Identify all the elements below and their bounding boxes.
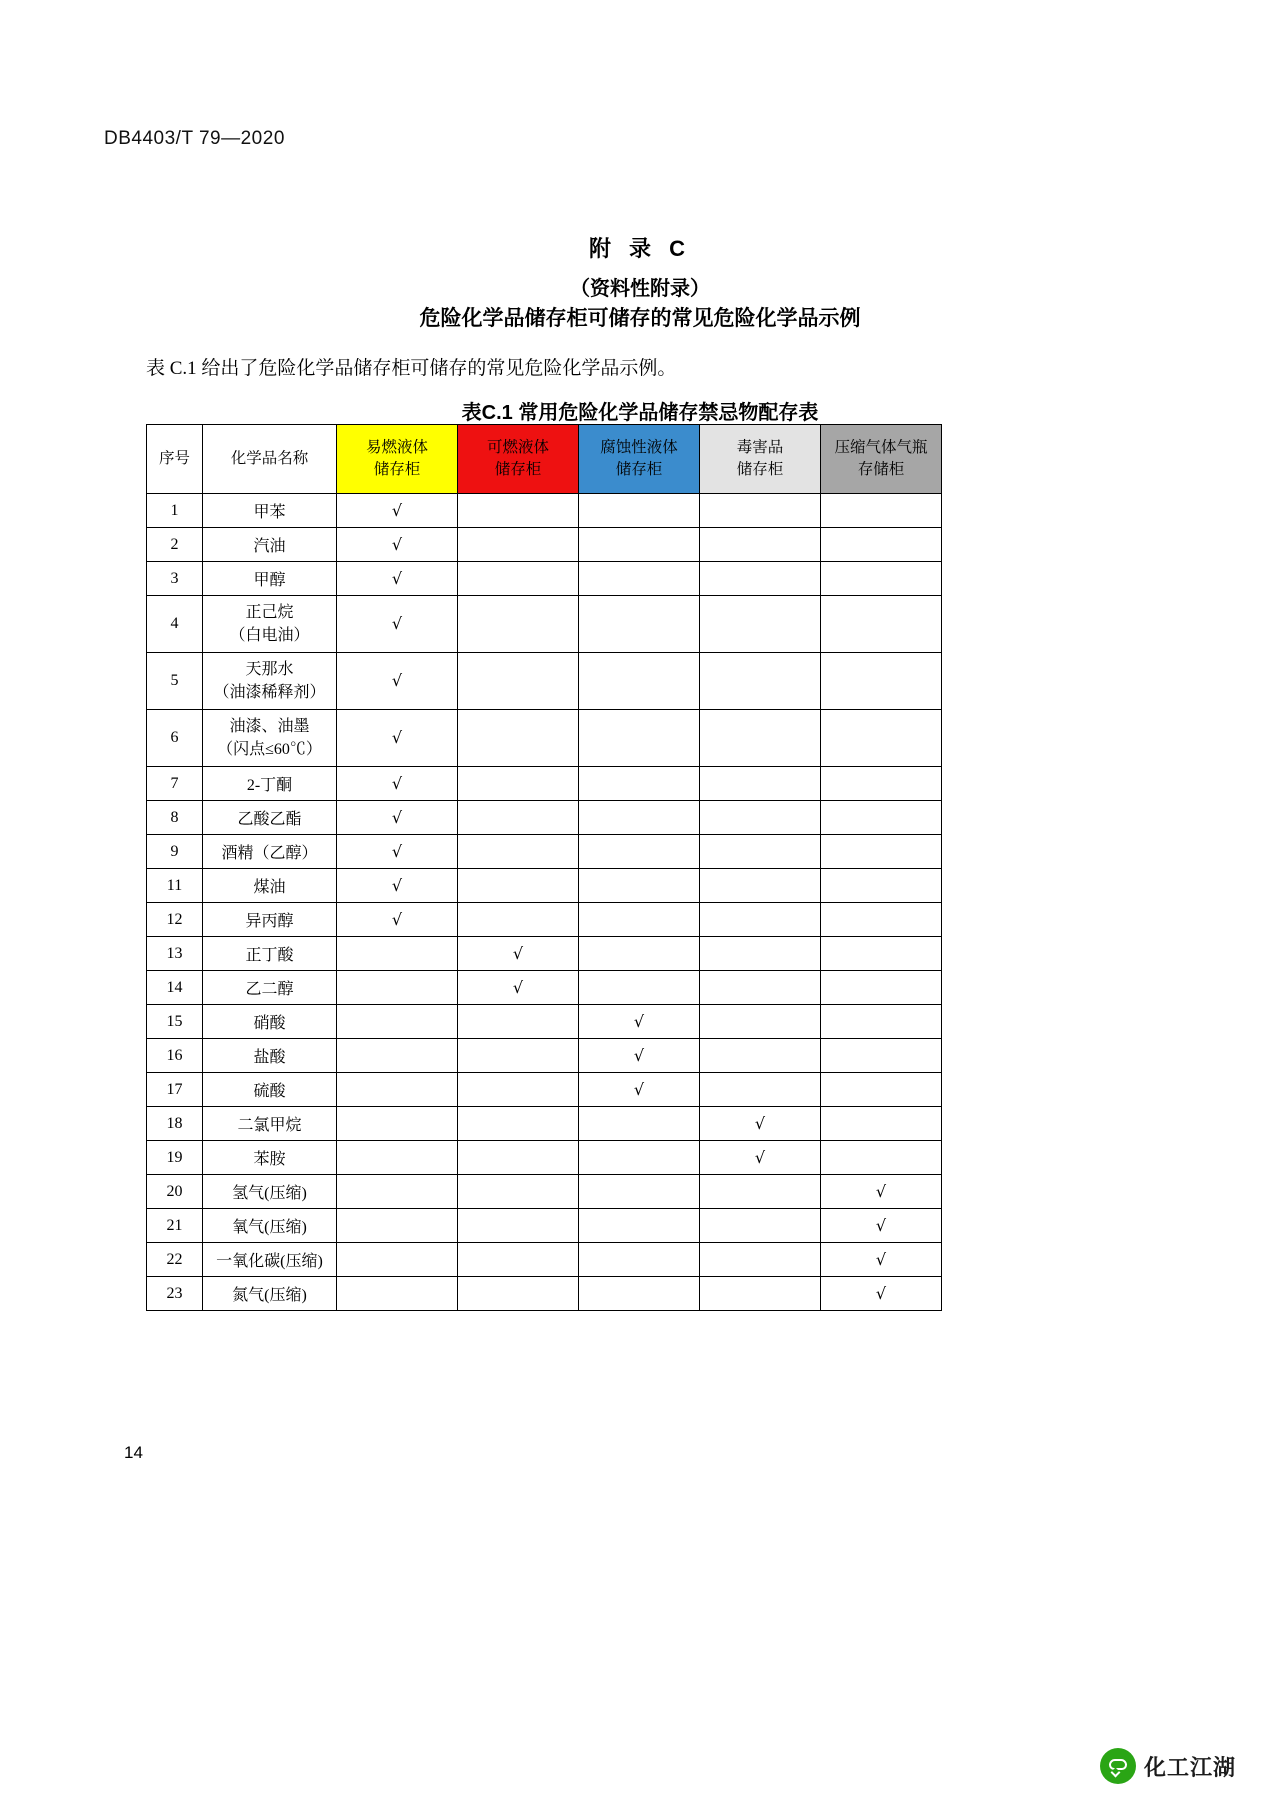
- chemical-name-line1: 正己烷: [245, 603, 294, 621]
- storage-cell-flammable-liquid: [337, 494, 458, 528]
- chemical-name-cell: [203, 710, 337, 767]
- chemical-name-line1: 油漆、油墨: [229, 717, 310, 735]
- chemical-name-cell: 甲苯: [203, 494, 337, 528]
- row-index-cell: 6: [147, 710, 203, 767]
- row-index-cell: 12: [147, 903, 203, 937]
- watermark: [1100, 1748, 1236, 1784]
- table-body: [147, 494, 942, 1311]
- check-icon: √: [633, 1011, 645, 1031]
- storage-cell-compressed-gas: [821, 710, 942, 767]
- header-cell-corrosive-liquid: [579, 425, 700, 494]
- storage-cell-toxic: [700, 1243, 821, 1277]
- row-index-cell: 14: [147, 971, 203, 1005]
- storage-cell-toxic: [700, 801, 821, 835]
- header-label-line1: 毒害品: [736, 438, 784, 456]
- chemical-name-cell: 煤油: [203, 869, 337, 903]
- storage-cell-corrosive-liquid: [579, 1107, 700, 1141]
- table-row: [147, 562, 942, 596]
- storage-cell-corrosive-liquid: [579, 767, 700, 801]
- header-label: 化学品名称: [230, 449, 309, 467]
- storage-cell-combustible-liquid: [458, 767, 579, 801]
- header-cell-compressed-gas: [821, 425, 942, 494]
- check-icon: √: [754, 1147, 766, 1167]
- storage-cell-corrosive-liquid: [579, 869, 700, 903]
- appendix-title: 附 录 C: [588, 236, 692, 261]
- storage-cell-compressed-gas: [821, 562, 942, 596]
- storage-cell-toxic: [700, 903, 821, 937]
- storage-cell-combustible-liquid: [458, 1277, 579, 1311]
- row-index-cell: 17: [147, 1073, 203, 1107]
- header-cell-flammable-liquid: [337, 425, 458, 494]
- storage-cell-toxic: [700, 1005, 821, 1039]
- storage-cell-flammable-liquid: [337, 653, 458, 710]
- table-caption: 表C.1 常用危险化学品储存禁忌物配存表: [461, 402, 819, 424]
- chemical-name-cell: 苯胺: [203, 1141, 337, 1175]
- row-index-cell: 1: [147, 494, 203, 528]
- check-icon: √: [391, 841, 403, 861]
- chemical-name-cell: 氧气(压缩): [203, 1209, 337, 1243]
- chemical-name-cell: 盐酸: [203, 1039, 337, 1073]
- header-label-line2: 储存柜: [615, 461, 663, 478]
- chemical-name-cell: 乙二醇: [203, 971, 337, 1005]
- row-index-cell: 2: [147, 528, 203, 562]
- table-row: [147, 869, 942, 903]
- table-row: [147, 1209, 942, 1243]
- table-row: [147, 1073, 942, 1107]
- chemical-name-cell: 硫酸: [203, 1073, 337, 1107]
- storage-cell-corrosive-liquid: [579, 1141, 700, 1175]
- table-header: [147, 425, 942, 494]
- page-number: 14: [124, 1443, 143, 1462]
- table-row: [147, 801, 942, 835]
- table-row: [147, 1039, 942, 1073]
- table-row: [147, 937, 942, 971]
- storage-cell-combustible-liquid: [458, 1107, 579, 1141]
- chemical-name-line1: 天那水: [245, 660, 294, 678]
- storage-cell-combustible-liquid: [458, 1039, 579, 1073]
- storage-cell-corrosive-liquid: [579, 835, 700, 869]
- storage-cell-compressed-gas: [821, 494, 942, 528]
- storage-cell-toxic: [700, 835, 821, 869]
- storage-cell-compressed-gas: [821, 801, 942, 835]
- row-index-cell: 8: [147, 801, 203, 835]
- storage-cell-flammable-liquid: [337, 1209, 458, 1243]
- storage-cell-corrosive-liquid: [579, 562, 700, 596]
- row-index-cell: 20: [147, 1175, 203, 1209]
- storage-cell-compressed-gas: [821, 835, 942, 869]
- storage-cell-compressed-gas: [821, 1005, 942, 1039]
- storage-cell-combustible-liquid: [458, 528, 579, 562]
- storage-cell-flammable-liquid: [337, 971, 458, 1005]
- storage-cell-toxic: [700, 1107, 821, 1141]
- table-row: [147, 1141, 942, 1175]
- storage-cell-corrosive-liquid: [579, 801, 700, 835]
- chemical-name-cell: 氢气(压缩): [203, 1175, 337, 1209]
- row-index-cell: 3: [147, 562, 203, 596]
- header-label-line2: 存储柜: [857, 461, 905, 478]
- wechat-icon: [1100, 1748, 1136, 1784]
- storage-cell-compressed-gas: [821, 1277, 942, 1311]
- storage-cell-corrosive-liquid: [579, 971, 700, 1005]
- storage-cell-combustible-liquid: [458, 1243, 579, 1277]
- storage-cell-flammable-liquid: [337, 937, 458, 971]
- storage-cell-toxic: [700, 971, 821, 1005]
- check-icon: √: [391, 568, 403, 588]
- row-index-cell: 5: [147, 653, 203, 710]
- table-row: [147, 1243, 942, 1277]
- row-index-cell: 15: [147, 1005, 203, 1039]
- storage-cell-flammable-liquid: [337, 835, 458, 869]
- header-cell-toxic: [700, 425, 821, 494]
- storage-cell-corrosive-liquid: [579, 653, 700, 710]
- chemical-name-line2: （油漆稀释剂）: [213, 684, 326, 701]
- appendix-subtitle: （资料性附录）: [570, 278, 710, 300]
- table-row: [147, 903, 942, 937]
- chemical-name-cell: 酒精（乙醇）: [203, 835, 337, 869]
- check-icon: √: [875, 1249, 887, 1269]
- storage-cell-corrosive-liquid: [579, 937, 700, 971]
- storage-cell-compressed-gas: [821, 1141, 942, 1175]
- storage-cell-toxic: [700, 528, 821, 562]
- header-label-line1: 压缩气体气瓶: [834, 438, 928, 456]
- row-index-cell: 7: [147, 767, 203, 801]
- storage-cell-compressed-gas: [821, 869, 942, 903]
- storage-cell-corrosive-liquid: [579, 596, 700, 653]
- storage-cell-flammable-liquid: [337, 869, 458, 903]
- intro-paragraph: 表 C.1 给出了危险化学品储存柜可储存的常见危险化学品示例。: [146, 358, 677, 379]
- chemical-name-line2: （闪点≤60℃）: [217, 741, 322, 758]
- check-icon: √: [391, 728, 403, 747]
- table-row: [147, 710, 942, 767]
- storage-cell-combustible-liquid: [458, 1175, 579, 1209]
- row-index-cell: 18: [147, 1107, 203, 1141]
- storage-cell-compressed-gas: [821, 971, 942, 1005]
- check-icon: √: [391, 614, 403, 633]
- storage-cell-flammable-liquid: [337, 767, 458, 801]
- storage-cell-toxic: [700, 1209, 821, 1243]
- storage-cell-combustible-liquid: [458, 835, 579, 869]
- table-row: [147, 528, 942, 562]
- storage-cell-toxic: [700, 1175, 821, 1209]
- check-icon: √: [391, 671, 403, 690]
- storage-cell-corrosive-liquid: [579, 1073, 700, 1107]
- storage-cell-corrosive-liquid: [579, 494, 700, 528]
- table-row: [147, 1277, 942, 1311]
- storage-cell-corrosive-liquid: [579, 710, 700, 767]
- storage-cell-compressed-gas: [821, 937, 942, 971]
- storage-cell-toxic: [700, 1141, 821, 1175]
- header-label: 序号: [158, 449, 190, 467]
- check-icon: √: [875, 1215, 887, 1235]
- check-icon: √: [391, 773, 403, 793]
- storage-cell-flammable-liquid: [337, 710, 458, 767]
- row-index-cell: 22: [147, 1243, 203, 1277]
- chemical-storage-table: [146, 424, 942, 1311]
- check-icon: √: [391, 534, 403, 554]
- storage-cell-combustible-liquid: [458, 1209, 579, 1243]
- storage-cell-toxic: [700, 1277, 821, 1311]
- storage-cell-toxic: [700, 1039, 821, 1073]
- storage-cell-corrosive-liquid: [579, 903, 700, 937]
- header-cell-combustible-liquid: [458, 425, 579, 494]
- storage-cell-combustible-liquid: [458, 937, 579, 971]
- storage-cell-corrosive-liquid: [579, 528, 700, 562]
- storage-cell-combustible-liquid: [458, 801, 579, 835]
- chemical-name-cell: 乙酸乙酯: [203, 801, 337, 835]
- storage-cell-compressed-gas: [821, 596, 942, 653]
- header-label-line1: 易燃液体: [365, 438, 428, 456]
- table-row: [147, 1107, 942, 1141]
- check-icon: √: [512, 977, 524, 997]
- watermark-label: 化工江湖: [1143, 1754, 1236, 1780]
- storage-cell-flammable-liquid: [337, 1005, 458, 1039]
- storage-cell-combustible-liquid: [458, 971, 579, 1005]
- chemical-name-cell: 氮气(压缩): [203, 1277, 337, 1311]
- storage-cell-flammable-liquid: [337, 1175, 458, 1209]
- chemical-name-cell: 二氯甲烷: [203, 1107, 337, 1141]
- storage-cell-compressed-gas: [821, 1209, 942, 1243]
- storage-cell-toxic: [700, 869, 821, 903]
- check-icon: √: [512, 943, 524, 963]
- storage-cell-flammable-liquid: [337, 1141, 458, 1175]
- table-row: [147, 494, 942, 528]
- table-row: [147, 1005, 942, 1039]
- storage-cell-combustible-liquid: [458, 653, 579, 710]
- storage-cell-flammable-liquid: [337, 562, 458, 596]
- storage-cell-corrosive-liquid: [579, 1039, 700, 1073]
- storage-cell-flammable-liquid: [337, 1107, 458, 1141]
- row-index-cell: 16: [147, 1039, 203, 1073]
- storage-cell-compressed-gas: [821, 767, 942, 801]
- check-icon: √: [875, 1283, 887, 1303]
- storage-cell-toxic: [700, 494, 821, 528]
- storage-cell-flammable-liquid: [337, 528, 458, 562]
- chemical-name-cell: 一氧化碳(压缩): [203, 1243, 337, 1277]
- storage-cell-combustible-liquid: [458, 903, 579, 937]
- row-index-cell: 23: [147, 1277, 203, 1311]
- storage-cell-compressed-gas: [821, 1175, 942, 1209]
- check-icon: √: [391, 500, 403, 520]
- storage-cell-combustible-liquid: [458, 869, 579, 903]
- header-label-line1: 可燃液体: [486, 438, 549, 456]
- header-label-line2: 储存柜: [736, 461, 784, 478]
- storage-cell-corrosive-liquid: [579, 1209, 700, 1243]
- row-index-cell: 21: [147, 1209, 203, 1243]
- header-label-line1: 腐蚀性液体: [600, 438, 678, 456]
- storage-cell-combustible-liquid: [458, 1073, 579, 1107]
- header-label-line2: 储存柜: [373, 461, 421, 478]
- check-icon: √: [391, 875, 403, 895]
- check-icon: √: [875, 1181, 887, 1201]
- storage-cell-compressed-gas: [821, 653, 942, 710]
- storage-cell-combustible-liquid: [458, 1141, 579, 1175]
- row-index-cell: 4: [147, 596, 203, 653]
- storage-cell-corrosive-liquid: [579, 1005, 700, 1039]
- table-row: [147, 596, 942, 653]
- storage-cell-toxic: [700, 653, 821, 710]
- chemical-name-cell: 异丙醇: [203, 903, 337, 937]
- storage-cell-corrosive-liquid: [579, 1277, 700, 1311]
- chemical-name-cell: [203, 653, 337, 710]
- storage-cell-flammable-liquid: [337, 1243, 458, 1277]
- storage-cell-compressed-gas: [821, 1073, 942, 1107]
- check-icon: √: [633, 1079, 645, 1099]
- storage-cell-combustible-liquid: [458, 1005, 579, 1039]
- storage-cell-combustible-liquid: [458, 494, 579, 528]
- storage-cell-compressed-gas: [821, 1039, 942, 1073]
- storage-cell-flammable-liquid: [337, 596, 458, 653]
- storage-cell-flammable-liquid: [337, 903, 458, 937]
- storage-cell-compressed-gas: [821, 528, 942, 562]
- row-index-cell: 11: [147, 869, 203, 903]
- chemical-name-cell: 甲醇: [203, 562, 337, 596]
- chemical-name-cell: 正丁酸: [203, 937, 337, 971]
- storage-cell-toxic: [700, 767, 821, 801]
- chemical-name-line2: （白电油）: [229, 627, 310, 644]
- storage-cell-flammable-liquid: [337, 1277, 458, 1311]
- table-row: [147, 653, 942, 710]
- chemical-name-cell: 2-丁酮: [203, 767, 337, 801]
- storage-cell-compressed-gas: [821, 1243, 942, 1277]
- table-row: [147, 767, 942, 801]
- storage-cell-toxic: [700, 596, 821, 653]
- header-cell-name: [203, 425, 337, 494]
- check-icon: √: [391, 909, 403, 929]
- chemical-name-cell: 硝酸: [203, 1005, 337, 1039]
- storage-cell-toxic: [700, 937, 821, 971]
- storage-cell-combustible-liquid: [458, 596, 579, 653]
- storage-cell-compressed-gas: [821, 1107, 942, 1141]
- row-index-cell: 13: [147, 937, 203, 971]
- storage-cell-flammable-liquid: [337, 1073, 458, 1107]
- chemical-name-cell: 汽油: [203, 528, 337, 562]
- table-row: [147, 1175, 942, 1209]
- table-row: [147, 971, 942, 1005]
- storage-cell-compressed-gas: [821, 903, 942, 937]
- header-label-line2: 储存柜: [494, 461, 542, 478]
- document-header-code: DB4403/T 79—2020: [104, 128, 285, 149]
- storage-cell-combustible-liquid: [458, 710, 579, 767]
- table-row: [147, 835, 942, 869]
- row-index-cell: 9: [147, 835, 203, 869]
- storage-cell-combustible-liquid: [458, 562, 579, 596]
- storage-cell-corrosive-liquid: [579, 1243, 700, 1277]
- appendix-name: 危险化学品储存柜可储存的常见危险化学品示例: [419, 307, 861, 330]
- chemical-name-cell: [203, 596, 337, 653]
- storage-cell-toxic: [700, 562, 821, 596]
- table-header-row: [147, 425, 942, 494]
- check-icon: √: [754, 1113, 766, 1133]
- check-icon: √: [633, 1045, 645, 1065]
- check-icon: √: [391, 807, 403, 827]
- row-index-cell: 19: [147, 1141, 203, 1175]
- storage-cell-toxic: [700, 1073, 821, 1107]
- storage-cell-toxic: [700, 710, 821, 767]
- header-cell-no: [147, 425, 203, 494]
- storage-cell-flammable-liquid: [337, 801, 458, 835]
- storage-cell-flammable-liquid: [337, 1039, 458, 1073]
- storage-cell-corrosive-liquid: [579, 1175, 700, 1209]
